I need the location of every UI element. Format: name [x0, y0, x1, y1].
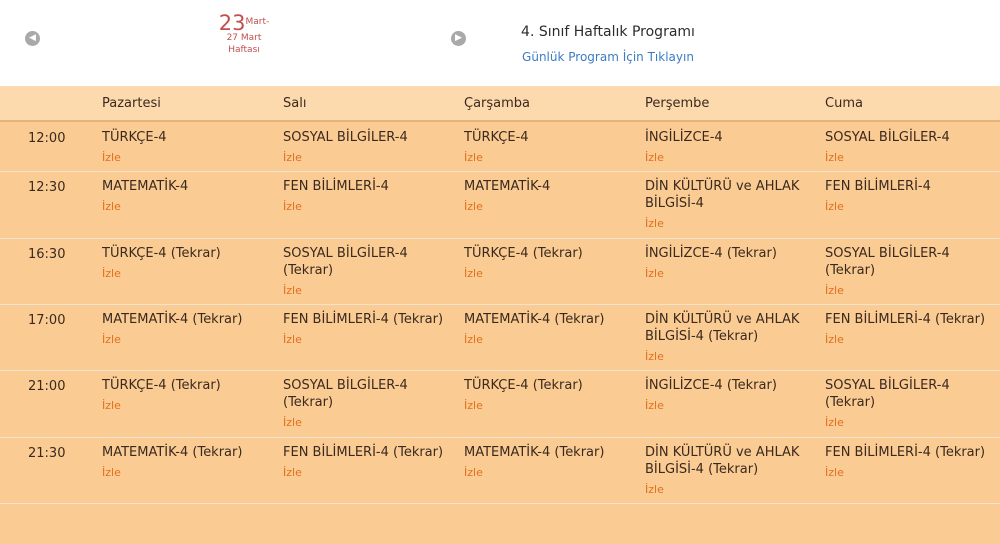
time-slot: 16:30 — [28, 247, 66, 262]
watch-link[interactable]: İzle — [645, 217, 664, 230]
chevron-right-icon[interactable]: ▶ — [451, 31, 466, 46]
week-month: Mart- — [245, 17, 270, 27]
lesson-subject: SOSYAL BİLGİLER-4 — [825, 130, 950, 145]
lesson-subject: FEN BİLİMLERİ-4 — [825, 179, 931, 194]
lesson-subject: İNGİLİZCE-4 (Tekrar) — [645, 246, 777, 261]
schedule-cell — [645, 311, 817, 365]
time-slot: 21:00 — [28, 379, 66, 394]
schedule-row — [0, 238, 1000, 305]
lesson-subject: TÜRKÇE-4 (Tekrar) — [464, 378, 583, 393]
day-header-friday: Cuma — [825, 96, 863, 111]
lesson-subject: TÜRKÇE-4 — [102, 130, 167, 145]
schedule-cell — [102, 178, 274, 215]
lesson-subject: SOSYAL BİLGİLER-4 (Tekrar) — [825, 246, 950, 278]
lesson-subject: FEN BİLİMLERİ-4 (Tekrar) — [283, 445, 444, 460]
week-rest: 27 Mart Haftası — [226, 33, 262, 55]
schedule-cell — [283, 178, 455, 215]
lesson-subject: MATEMATİK-4 (Tekrar) — [464, 445, 605, 460]
week-header — [0, 0, 1000, 86]
week-day: 23 — [218, 11, 246, 35]
lesson-subject: FEN BİLİMLERİ-4 (Tekrar) — [283, 312, 444, 327]
watch-link[interactable]: İzle — [645, 350, 664, 363]
schedule-cell — [825, 377, 997, 431]
lesson-subject: İNGİLİZCE-4 — [645, 130, 723, 145]
daily-program-link[interactable]: Günlük Program İçin Tıklayın — [522, 50, 694, 64]
watch-link[interactable]: İzle — [283, 333, 302, 346]
schedule-cell — [464, 311, 636, 348]
schedule-cell — [825, 311, 997, 348]
watch-link[interactable]: İzle — [102, 466, 121, 479]
lesson-subject: TÜRKÇE-4 — [464, 130, 529, 145]
schedule-row — [0, 122, 1000, 172]
watch-link[interactable]: İzle — [464, 200, 483, 213]
day-header-monday: Pazartesi — [102, 96, 161, 111]
schedule-cell — [102, 444, 274, 481]
schedule-cell — [283, 311, 455, 348]
watch-link[interactable]: İzle — [464, 267, 483, 280]
schedule-cell — [825, 178, 997, 215]
weekly-schedule-table — [0, 86, 1000, 544]
week-label — [212, 10, 276, 56]
lesson-subject: FEN BİLİMLERİ-4 (Tekrar) — [825, 312, 986, 327]
day-header-row — [0, 86, 1000, 122]
lesson-subject: SOSYAL BİLGİLER-4 (Tekrar) — [283, 246, 408, 278]
watch-link[interactable]: İzle — [645, 267, 664, 280]
watch-link[interactable]: İzle — [825, 466, 844, 479]
schedule-cell — [283, 377, 455, 431]
watch-link[interactable]: İzle — [102, 200, 121, 213]
watch-link[interactable]: İzle — [645, 399, 664, 412]
watch-link[interactable]: İzle — [464, 466, 483, 479]
lesson-subject: SOSYAL BİLGİLER-4 (Tekrar) — [825, 378, 950, 410]
schedule-cell — [645, 245, 817, 282]
watch-link[interactable]: İzle — [283, 151, 302, 164]
schedule-cell — [825, 444, 997, 481]
lesson-subject: FEN BİLİMLERİ-4 — [283, 179, 389, 194]
lesson-subject: MATEMATİK-4 — [102, 179, 189, 194]
lesson-subject: DİN KÜLTÜRÜ ve AHLAK BİLGİSİ-4 (Tekrar) — [645, 445, 800, 477]
lesson-subject: DİN KÜLTÜRÜ ve AHLAK BİLGİSİ-4 — [645, 179, 800, 211]
schedule-cell — [464, 129, 636, 166]
watch-link[interactable]: İzle — [825, 284, 844, 297]
watch-link[interactable]: İzle — [825, 333, 844, 346]
chevron-left-icon[interactable]: ◀ — [25, 31, 40, 46]
schedule-cell — [825, 245, 997, 299]
schedule-cell — [102, 377, 274, 414]
time-slot: 17:00 — [28, 313, 66, 328]
watch-link[interactable]: İzle — [283, 416, 302, 429]
schedule-cell — [464, 245, 636, 282]
watch-link[interactable]: İzle — [825, 416, 844, 429]
lesson-subject: MATEMATİK-4 (Tekrar) — [102, 312, 243, 327]
schedule-cell — [102, 129, 274, 166]
schedule-cell — [645, 129, 817, 166]
schedule-cell — [283, 129, 455, 166]
day-header-thursday: Perşembe — [645, 96, 710, 111]
time-slot: 12:00 — [28, 131, 66, 146]
watch-link[interactable]: İzle — [825, 200, 844, 213]
watch-link[interactable]: İzle — [645, 151, 664, 164]
watch-link[interactable]: İzle — [102, 333, 121, 346]
schedule-cell — [645, 444, 817, 498]
watch-link[interactable]: İzle — [825, 151, 844, 164]
watch-link[interactable]: İzle — [283, 466, 302, 479]
schedule-row — [0, 171, 1000, 239]
schedule-cell — [464, 377, 636, 414]
watch-link[interactable]: İzle — [102, 151, 121, 164]
time-slot: 12:30 — [28, 180, 66, 195]
schedule-cell — [464, 444, 636, 481]
lesson-subject: MATEMATİK-4 (Tekrar) — [102, 445, 243, 460]
lesson-subject: MATEMATİK-4 (Tekrar) — [464, 312, 605, 327]
schedule-row — [0, 370, 1000, 438]
lesson-subject: FEN BİLİMLERİ-4 (Tekrar) — [825, 445, 986, 460]
schedule-cell — [464, 178, 636, 215]
schedule-cell — [283, 245, 455, 299]
schedule-cell — [645, 377, 817, 414]
schedule-cell — [102, 311, 274, 348]
watch-link[interactable]: İzle — [464, 333, 483, 346]
lesson-subject: İNGİLİZCE-4 (Tekrar) — [645, 378, 777, 393]
watch-link[interactable]: İzle — [102, 267, 121, 280]
watch-link[interactable]: İzle — [464, 399, 483, 412]
day-header-wednesday: Çarşamba — [464, 96, 531, 111]
lesson-subject: TÜRKÇE-4 (Tekrar) — [464, 246, 583, 261]
schedule-cell — [825, 129, 997, 166]
schedule-row — [0, 304, 1000, 371]
lesson-subject: DİN KÜLTÜRÜ ve AHLAK BİLGİSİ-4 (Tekrar) — [645, 312, 800, 344]
program-title: 4. Sınıf Haftalık Programı — [521, 24, 695, 40]
time-slot: 21:30 — [28, 446, 66, 461]
watch-link[interactable]: İzle — [645, 483, 664, 496]
lesson-subject: TÜRKÇE-4 (Tekrar) — [102, 246, 221, 261]
schedule-cell — [645, 178, 817, 232]
schedule-row — [0, 437, 1000, 504]
schedule-cell — [283, 444, 455, 481]
lesson-subject: MATEMATİK-4 — [464, 179, 551, 194]
lesson-subject: SOSYAL BİLGİLER-4 (Tekrar) — [283, 378, 408, 410]
watch-link[interactable]: İzle — [283, 200, 302, 213]
day-header-tuesday: Salı — [283, 96, 307, 111]
schedule-cell — [102, 245, 274, 282]
watch-link[interactable]: İzle — [464, 151, 483, 164]
watch-link[interactable]: İzle — [283, 284, 302, 297]
lesson-subject: SOSYAL BİLGİLER-4 — [283, 130, 408, 145]
lesson-subject: TÜRKÇE-4 (Tekrar) — [102, 378, 221, 393]
watch-link[interactable]: İzle — [102, 399, 121, 412]
